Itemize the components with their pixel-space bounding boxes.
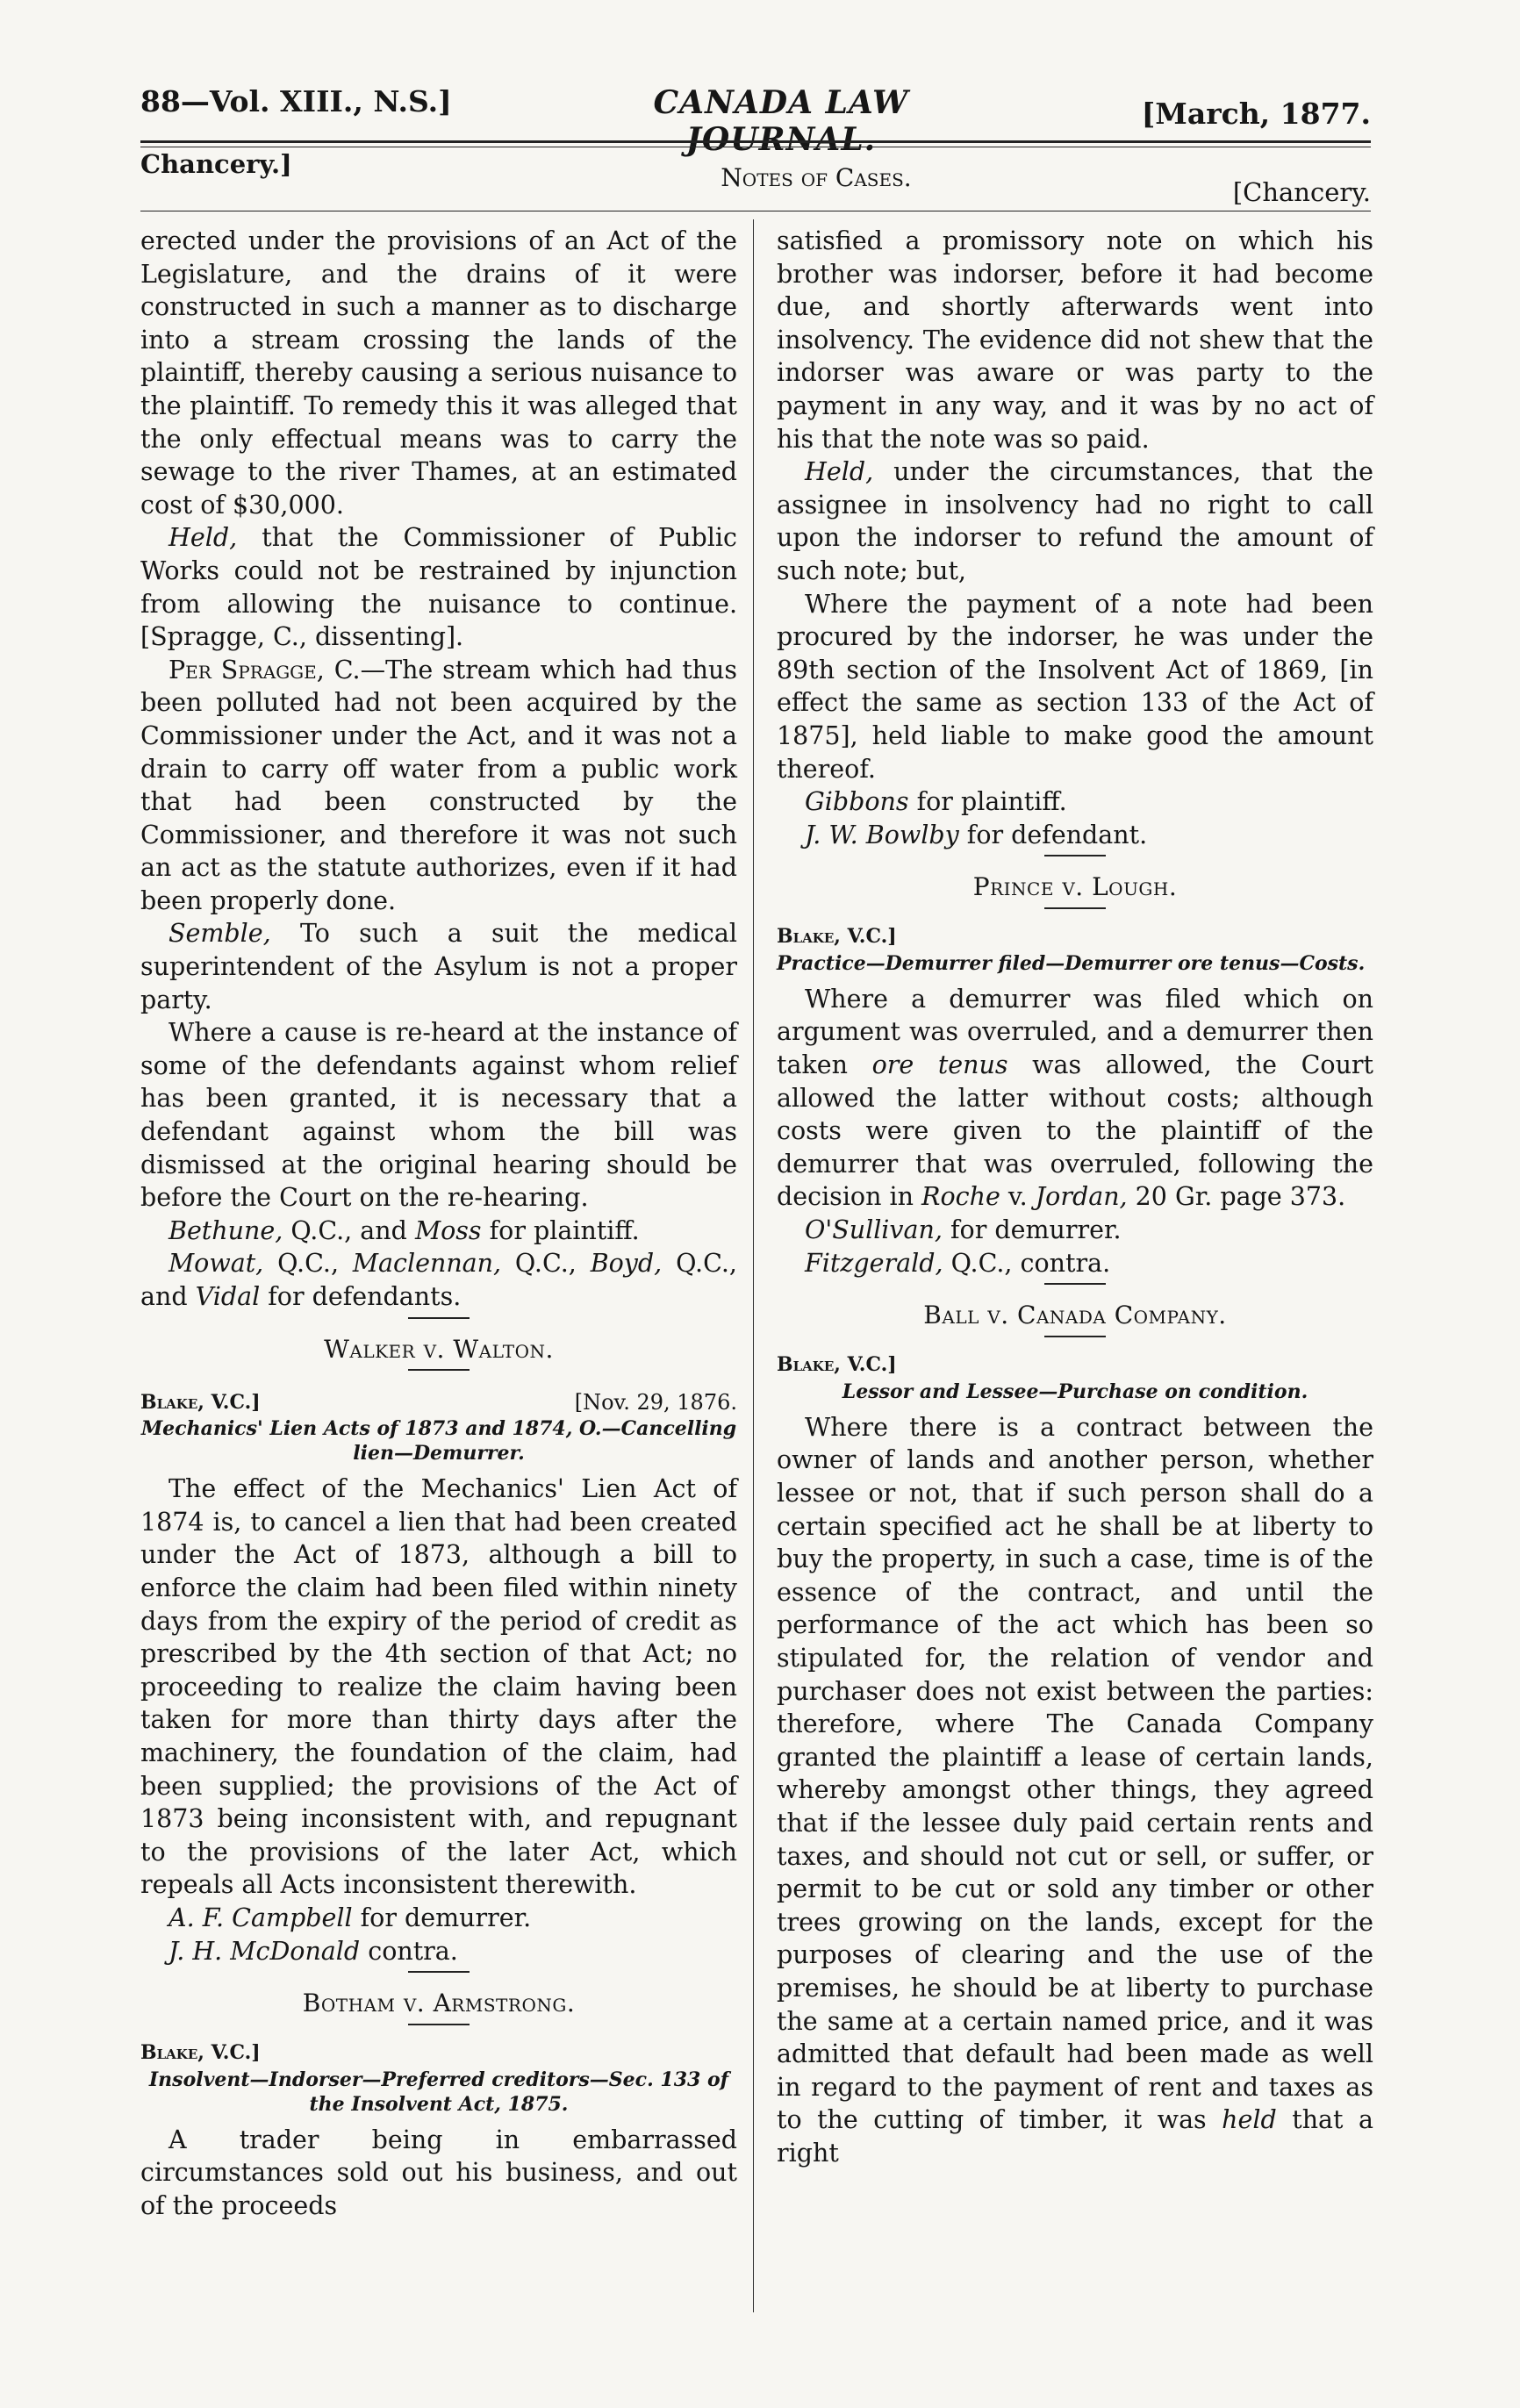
judge-label: Blake, V.C.] (140, 1391, 261, 1415)
case-title: Ball v. Canada Company. (923, 1301, 1227, 1330)
counsel-line: Mowat, Q.C., Maclennan, Q.C., Boyd, Q.C., and Vidal for defendants. (140, 1249, 737, 1311)
paragraph: erected under the provisions of an Act of the Legislature, and the drains of it were constructed in such a manner as to discharge into a stream crossing the lands of the plaintiff, thereby causing a serious nuisance to the plaintiff. To remedy this it was alleged that the only effectual means was to carry the sewage to the river Thames, at an estimated cost of $30,000. (140, 226, 737, 520)
case-rule (1044, 855, 1106, 856)
case-title: Walker v. Walton. (324, 1334, 554, 1364)
case-topic: Practice—Demurrer filed—Demurrer ore tenus—Costs. (777, 951, 1366, 975)
section-left: Chancery.] (140, 149, 292, 179)
paragraph: Held, that the Commissioner of Public Works could not be restrained by injunction from allowing the nuisance to continue. [Spragge, C., dissenting]. (140, 523, 737, 652)
judge-label: Blake, V.C.] (140, 2040, 261, 2064)
section-head (140, 149, 1371, 207)
held-label: Held, (805, 457, 874, 487)
header-rule-thick (140, 140, 1371, 143)
case-title: Botham v. Armstrong. (302, 1989, 576, 2018)
case-topic: Mechanics' Lien Acts of 1873 and 1874, O.—Cancelling lien—Demurrer. (140, 1417, 737, 1466)
case-topic: Lessor and Lessee—Purchase on condition. (842, 1380, 1308, 1403)
case-rule (408, 1369, 470, 1371)
counsel-line: O'Sullivan, for demurrer. (805, 1215, 1122, 1245)
decision-date: [Nov. 29, 1876. (574, 1390, 737, 1415)
per-spragge: Per Spragge, C. (168, 655, 361, 684)
paragraph: satisfied a promissory note on which his brother was indorser, before it had become due, and shortly afterwards went into insolvency. The evidence did not shew that the indorser was aware or was party to the payment in any way, and it was by no act of his that the note was so paid. (777, 226, 1373, 454)
case-rule (408, 1971, 470, 1973)
paragraph: Held, under the circumstances, that the assignee in insolvency had no right to call upon the indorser to refund the amount of such note; but, (777, 457, 1373, 585)
right-column (777, 225, 1373, 2169)
counsel-line: Fitzgerald, Q.C., contra. (805, 1248, 1111, 1278)
judge-label: Blake, V.C.] (777, 1352, 897, 1376)
paragraph: Where a cause is re-heard at the instance of some of the defendants against whom relief has been granted, it is necessary that a defendant against whom the bill was dismissed at the original hearing should be before the Court on the re-hearing. (140, 1018, 737, 1213)
running-head (140, 84, 1371, 158)
case-rule (408, 1317, 470, 1319)
paragraph: Where there is a contract between the owner of lands and another person, whether lessee or not, that if such person shall do a certain specified act he shall be at liberty to buy the property, in such a case, time is of the essence of the contract, and until the performance of the act which has been so stipulated for, the relation of vendor and purchaser does not exist between the parties: therefore, where The Canada Company granted the plaintiff a lease of certain lands, whereby amongst other things, they agreed that if the lessee duly paid certain rents and taxes, and should not cut or sell, or suffer, or permit to be cut or sold any timber or other trees growing on the lands, except for the purposes of clearing and the use of the premises, he should be at liberty to purchase the same at a certain named price, and it was admitted that default had been made as well in regard to the payment of rent and taxes as to the cutting of timber, it was held that a right (777, 1412, 1373, 2168)
journal-title: CANADA LAW JOURNAL. (653, 84, 909, 158)
counsel-line: Bethune, Q.C., and Moss for plaintiff. (168, 1215, 640, 1245)
issue-date: [March, 1877. (1141, 97, 1371, 131)
case-rule (408, 2024, 470, 2025)
counsel-line: J. W. Bowlby for defendant. (805, 820, 1148, 849)
judge-row (140, 1387, 737, 1415)
paragraph: Semble, To such a suit the medical superintendent of the Asylum is not a proper party. (140, 919, 737, 1014)
case-topic: Insolvent—Indorser—Preferred creditors—Sec. 133 of the Insolvent Act, 1875. (148, 2068, 729, 2116)
counsel-line: Gibbons for plaintiff. (805, 787, 1067, 817)
held-label: Held, (168, 523, 238, 553)
left-column (140, 225, 737, 2222)
volume-label: 88—Vol. XIII., N.S.] (140, 84, 452, 118)
paragraph: A trader being in embarrassed circumstances sold out his business, and out of the proceeds (140, 2125, 737, 2220)
paragraph: Where a demurrer was filed which on argument was overruled, and a demurrer then taken ore tenus was allowed, the Court allowed the latter without costs; although costs were given to the plaintiff of the demurrer that was overruled, following the decision in Roche v. Jordan, 20 Gr. page 373. (777, 984, 1374, 1212)
semble-label: Semble, (168, 919, 271, 949)
counsel-line: J. H. McDonald contra. (168, 1936, 458, 1966)
section-right: [Chancery. (1232, 177, 1371, 207)
paragraph: Per Spragge, C.—The stream which had thus been polluted had not been acquired by the Commissioner under the Act, and it was not a drain to carry off water from a public work that had been constructed by the Commissioner, and therefore it was not such an act as the statute authorizes, even if it had been properly done. (140, 655, 737, 915)
case-title: Prince v. Lough. (972, 872, 1178, 902)
judge-label: Blake, V.C.] (777, 924, 897, 948)
section-center: Notes of Cases. (721, 163, 912, 192)
case-rule (1044, 1283, 1106, 1285)
counsel-line: A. F. Campbell for demurrer. (168, 1903, 532, 1932)
paragraph: Where the payment of a note had been procured by the indorser, he was under the 89th section of the Insolvent Act of 1869, [in effect the same as section 133 of the Act of 1875], held liable to make good the amount thereof. (777, 589, 1373, 784)
paragraph: The effect of the Mechanics' Lien Act of 1874 is, to cancel a lien that had been created under the Act of 1873, although a bill to enforce the claim had been filed within ninety days from the expiry of the period of credit as prescribed by the 4th section of that Act; no proceeding to realize the claim having been taken for more than thirty days after the machinery, the foundation of the claim, had been supplied; the provisions of the Act of 1873 being inconsistent with, and repugnant to the provisions of the later Act, which repeals all Acts inconsistent therewith. (140, 1474, 737, 1900)
case-rule (1044, 1336, 1106, 1337)
case-rule (1044, 907, 1106, 909)
column-divider (753, 219, 754, 2312)
